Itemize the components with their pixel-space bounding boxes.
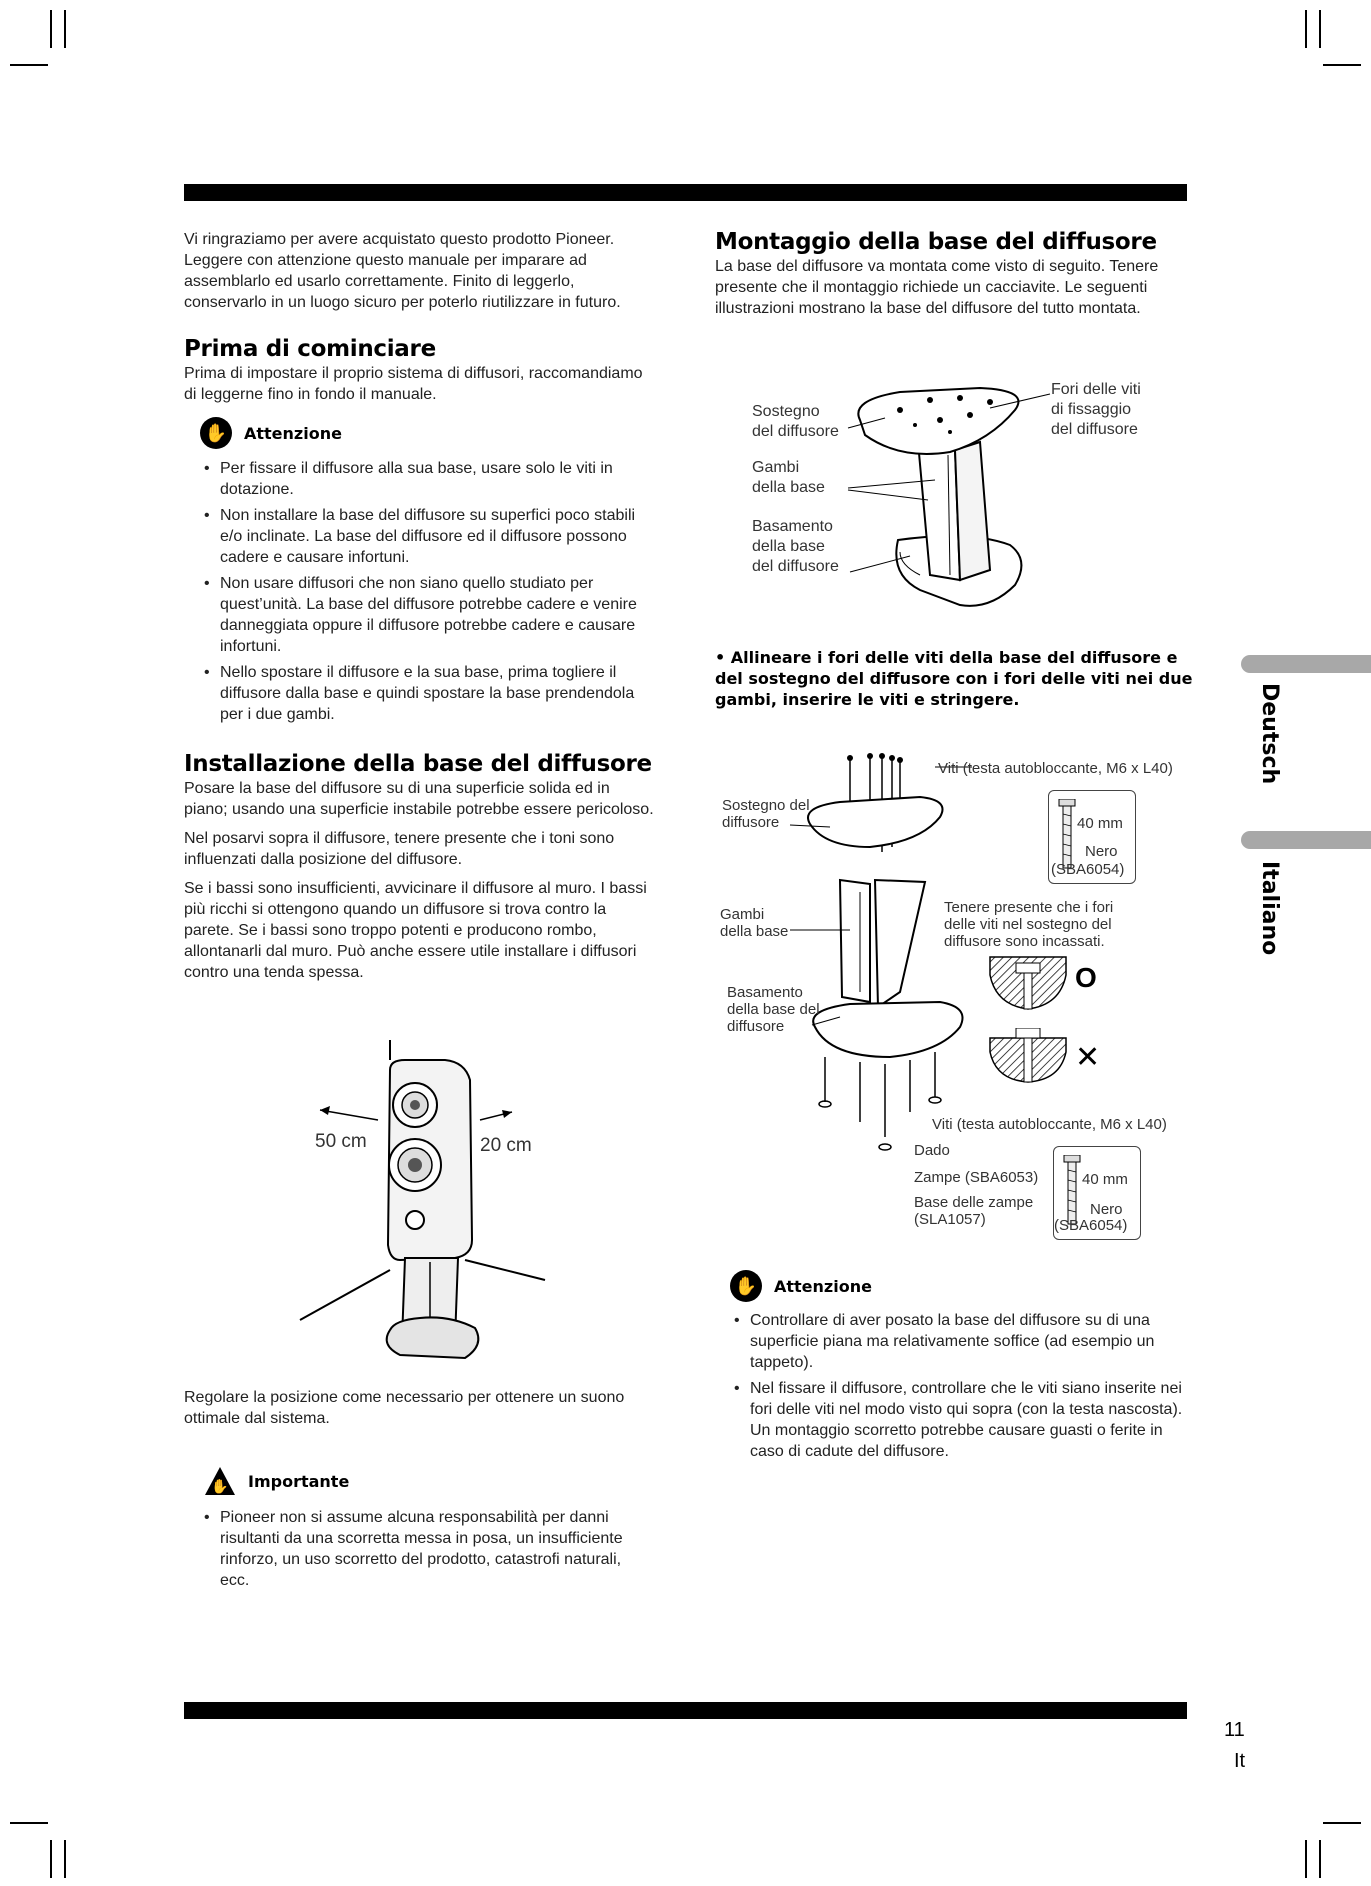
section-title: Prima di cominciare — [184, 336, 436, 362]
before-text: Prima di impostare il proprio sistema di diffusori, raccomandiamo di leggerne fino in fondo il manuale. — [184, 365, 643, 403]
page-number: 11 — [1224, 1719, 1245, 1741]
list-item: • Nel fissare il diffusore, controllare che le viti siano inserite nei fori delle viti nel modo visto qui sopra (con la testa nascosta). Un montaggio scorretto potrebbe causare guasti o ferite in caso di cadute del diffusore. — [714, 1378, 1194, 1462]
important-label: Importante — [248, 1471, 350, 1491]
caution-label: Attenzione — [244, 423, 342, 443]
screw-color: Nero — [1090, 1201, 1123, 1218]
label-foot-base: Base delle zampe (SLA1057) — [914, 1194, 1034, 1228]
label-legs: Gambi della base — [720, 906, 789, 940]
adjust-text: Regolare la posizione come necessario per ottenere un suono ottimale dal sistema. — [184, 1389, 625, 1427]
side-tab-italiano — [1241, 831, 1371, 849]
incorrect-mark: ✕ — [1075, 1041, 1101, 1074]
caution-list — [184, 458, 654, 730]
side-tab-deutsch — [1241, 655, 1371, 673]
label-screws-bottom: Viti (testa autobloccante, M6 x L40) — [932, 1116, 1167, 1133]
list-item: • Non installare la base del diffusore su superfici poco stabili e/o inclinate. La base del diffusore ed il diffusore possono cadere e causare infortuni. — [184, 505, 654, 568]
correct-mark: O — [1075, 962, 1097, 993]
screw-callout — [1048, 790, 1136, 884]
label-base: Basamento della base del diffusore — [752, 518, 839, 575]
language-code: It — [1234, 1750, 1246, 1772]
speaker-placement-diagram — [290, 1040, 590, 1360]
distance-right-label: 20 cm — [480, 1135, 532, 1156]
intro-text: Vi ringraziamo per avere acquistato questo prodotto Pioneer. Leggere con attenzione questo manuale per imparare ad assemblarlo ed usarlo correttamente. Finito di leggerlo, conservarlo in un luogo sicuro per poterlo riutilizzare in futuro. — [184, 231, 621, 311]
adjust-text-block — [184, 1387, 654, 1437]
left-column — [184, 229, 654, 321]
caution-label: Attenzione — [774, 1276, 872, 1296]
before-section — [184, 335, 654, 413]
label-holes: Fori delle viti di fissaggio del diffusore — [1051, 381, 1141, 438]
caution-heading — [200, 417, 670, 449]
caution-heading — [730, 1270, 1200, 1302]
label-base: Basamento della base del diffusore — [727, 984, 820, 1035]
label-nut: Dado — [914, 1142, 950, 1159]
label-screws-top: Viti (testa autobloccante, M6 x L40) — [938, 760, 1173, 777]
list-item: • Non usare diffusori che non siano quello studiato per quest’unità. La base del diffusore potrebbe cadere e venire danneggiata oppure il diffusore potrebbe cadere e causare infortuni. — [184, 573, 654, 657]
svg-text:✋: ✋ — [211, 1479, 229, 1495]
side-label-italiano: Italiano — [1257, 861, 1282, 956]
screw-length: 40 mm — [1077, 815, 1123, 832]
assembly-section — [715, 228, 1185, 327]
footer-bar — [184, 1702, 1187, 1719]
label-feet: Zampe (SBA6053) — [914, 1169, 1039, 1186]
important-heading — [204, 1466, 674, 1496]
side-label-deutsch: Deutsch — [1257, 683, 1282, 785]
section-title: Montaggio della base del diffusore — [715, 229, 1157, 255]
screw-color: Nero — [1085, 843, 1118, 860]
leader-lines — [840, 380, 1060, 620]
hand-caution-icon: ✋ — [730, 1270, 762, 1302]
list-item: • Per fissare il diffusore alla sua base, usare solo le viti in dotazione. — [184, 458, 654, 500]
caution-list-right — [714, 1310, 1194, 1467]
caution-block-right — [730, 1270, 1200, 1302]
hand-caution-icon: ✋ — [200, 417, 232, 449]
list-item: • Controllare di aver posato la base del diffusore su di una superficie piana ma relativamente soffice (ad esempio un tappeto). — [714, 1310, 1194, 1373]
distance-left-label: 50 cm — [315, 1131, 367, 1152]
section-title: Installazione della base del diffusore — [184, 751, 652, 777]
recessed-note: Tenere presente che i fori delle viti nel sostegno del diffusore sono incassati. — [944, 899, 1114, 950]
important-block — [204, 1466, 674, 1496]
caution-block — [200, 417, 670, 449]
align-note: • Allineare i fori delle viti della base del diffusore e del sostegno del diffusore con i fori delle viti nei due gambi, inserire le viti e stringere. — [715, 648, 1193, 709]
align-note-block — [715, 647, 1193, 710]
label-legs: Gambi della base — [752, 459, 825, 496]
screw-length: 40 mm — [1082, 1171, 1128, 1188]
incorrect-detail-icon — [988, 1028, 1068, 1084]
header-bar — [184, 184, 1187, 201]
screw-part: (SBA6054) — [1051, 861, 1125, 878]
screw-part: (SBA6054) — [1054, 1217, 1128, 1234]
label-support: Sostegno del diffusore — [752, 403, 839, 440]
install-section — [184, 750, 654, 991]
paragraph: Se i bassi sono insufficienti, avvicinare il diffusore al muro. I bassi più ricchi si ottengono quando un diffusore si trova contro la parete. Se i bassi sono troppo potenti e producono rombo, allontanarli dal muro. Può anche essere utile installare i diffusori contro una tenda spessa. — [184, 880, 647, 981]
list-item: • Pioneer non si assume alcuna responsabilità per danni risultanti da una scorretta messa in posa, un insufficiente rinforzo, un uso scorretto del prodotto, catastrofi naturali, ecc. — [184, 1507, 654, 1591]
label-support: Sostegno del diffusore — [722, 797, 810, 831]
screw-callout — [1053, 1146, 1141, 1240]
correct-detail-icon — [988, 955, 1068, 1011]
important-list — [184, 1507, 654, 1596]
list-item: • Nello spostare il diffusore e la sua base, prima togliere il diffusore dalla base e quindi spostare la base prendendola per i due gambi. — [184, 662, 654, 725]
warning-triangle-icon — [204, 1466, 236, 1496]
paragraph: Posare la base del diffusore su di una superficie solida ed in piano; usando una superficie instabile potrebbe essere pericoloso. — [184, 780, 654, 818]
assembly-text: La base del diffusore va montata come visto di seguito. Tenere presente che il montaggio richiede un cacciavite. Le seguenti illustrazioni mostrano la base del diffusore del tutto montata. — [715, 258, 1159, 317]
paragraph: Nel posarvi sopra il diffusore, tenere presente che i toni sono influenzati dalla posizione del diffusore. — [184, 830, 615, 868]
